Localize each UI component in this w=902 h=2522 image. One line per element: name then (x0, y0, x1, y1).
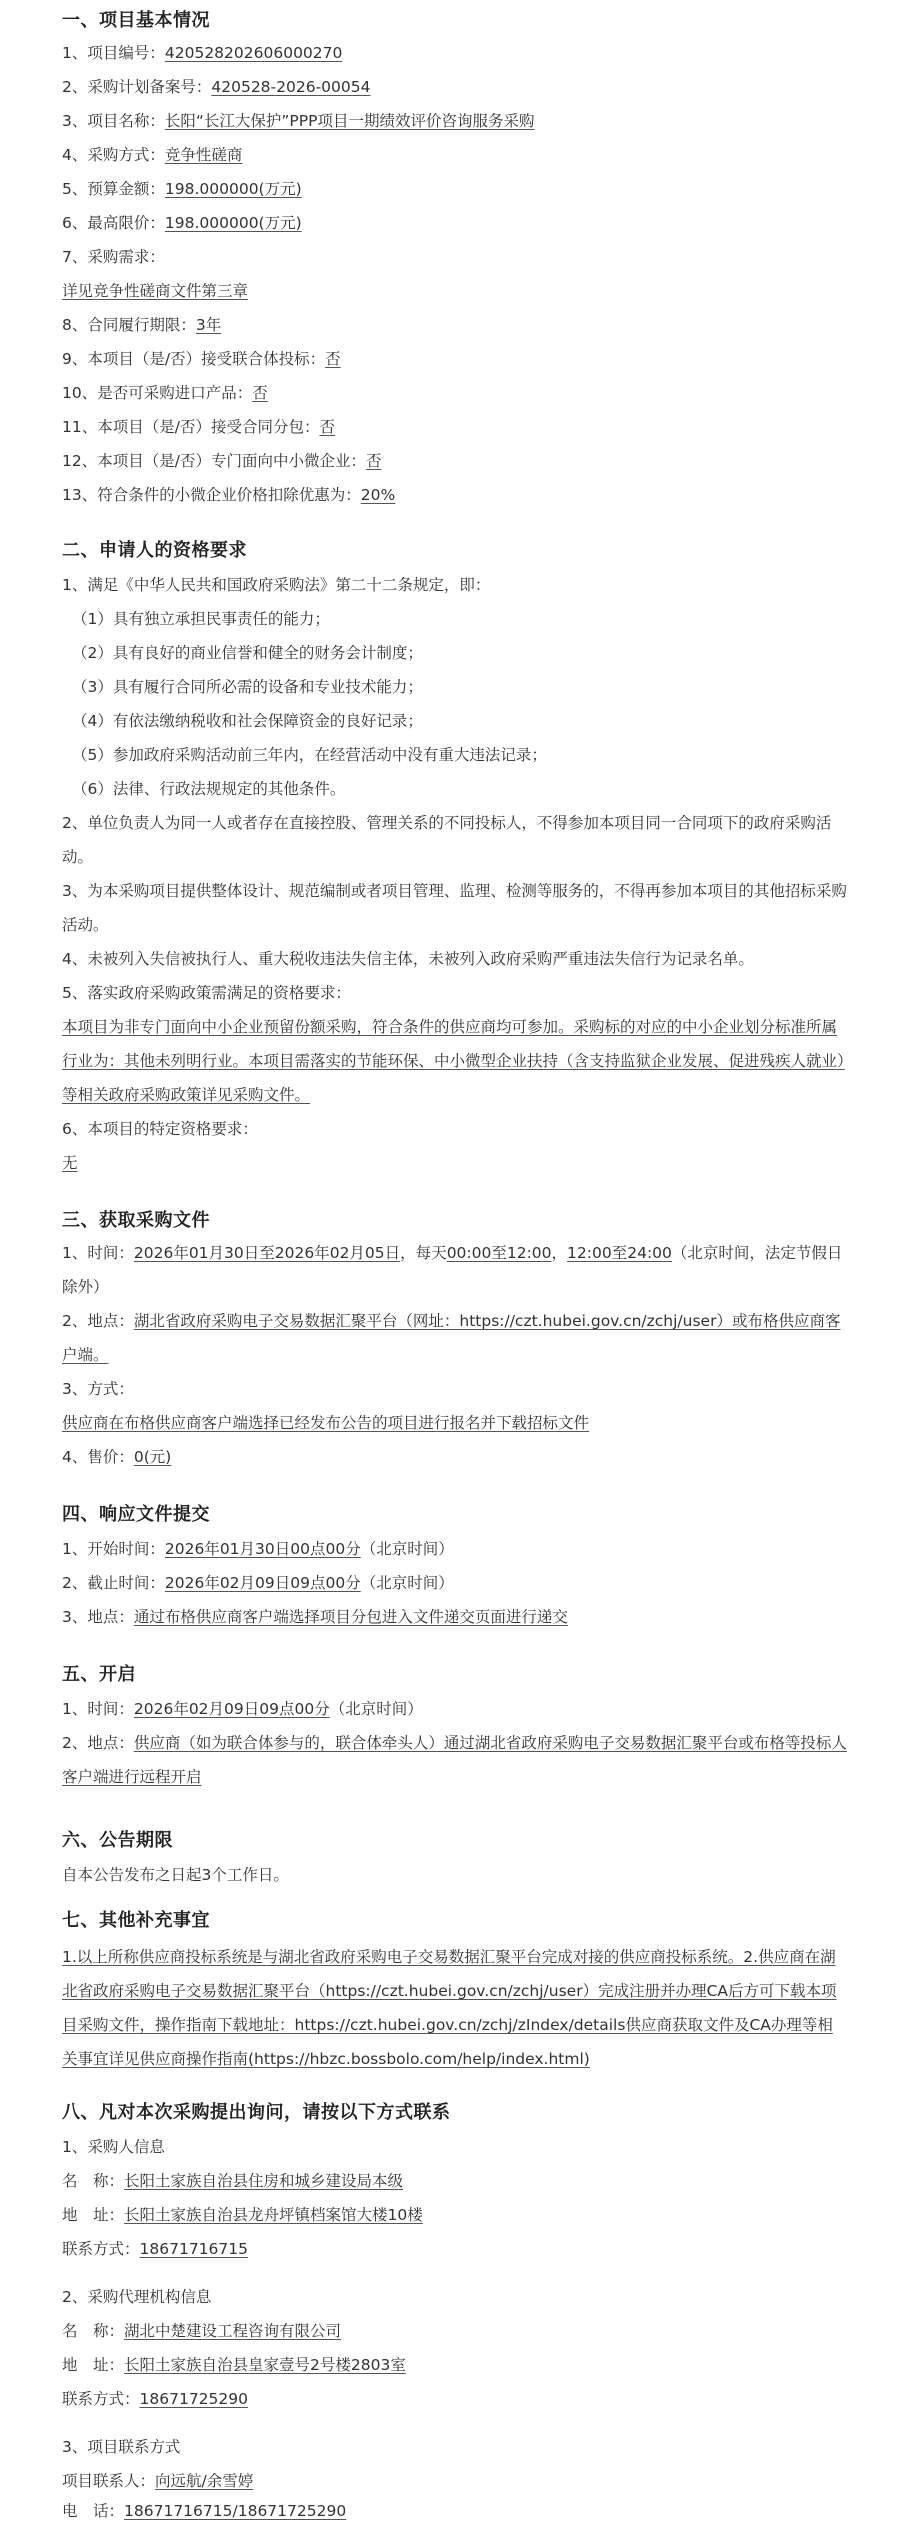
item-value: 竞争性磋商 (164, 146, 243, 164)
item-discount (62, 484, 395, 506)
item-value: 否 (365, 452, 382, 470)
req-6-detail-text: 无 (62, 1154, 78, 1172)
item-value: 198.000000(万元) (164, 180, 302, 198)
file-method (62, 1412, 589, 1434)
item-plan-number (62, 76, 371, 98)
file-time-am: 00:00至12:00 (446, 1244, 552, 1262)
req-1-sub-1: （1）具有独立承担民事责任的能力； (72, 610, 330, 628)
item-label: 1、项目编号： (62, 44, 165, 62)
file-price-label: 4、售价： (62, 1448, 134, 1466)
file-method-label: 3、方式： (62, 1380, 134, 1398)
file-place-label: 2、地点： (62, 1312, 134, 1330)
req-1-sub-5: （5）参加政府采购活动前三年内，在经营活动中没有重大违法记录； (72, 746, 547, 764)
item-contract-period (62, 314, 221, 336)
file-time-note: （北京时间，法定节假日除外） (62, 1244, 843, 1296)
item-requirement-detail (62, 280, 248, 302)
section-7-title: 七、其他补充事宜 (62, 1910, 210, 1931)
item-consortium (62, 348, 341, 370)
section-5-title: 五、开启 (62, 1664, 136, 1685)
item-value: 420528202606000270 (164, 44, 343, 62)
project-contact-phone-value: 18671716715/18671725290 (124, 2502, 347, 2520)
req-6-detail (62, 1152, 78, 1174)
file-time-range: 2026年01月30日至2026年02月05日 (133, 1244, 401, 1262)
req-6: 6、本项目的特定资格要求： (62, 1120, 258, 1138)
purchaser-contact (62, 2238, 248, 2260)
item-value: 否 (319, 418, 335, 436)
section-8-title: 八、凡对本次采购提出询问，请按以下方式联系 (62, 2102, 451, 2123)
open-time-value: 2026年02月09日09点00分 (133, 1700, 330, 1718)
file-time-pm: 12:00至24:00 (567, 1244, 672, 1262)
purchaser-address (62, 2204, 423, 2226)
purchaser-name (62, 2170, 403, 2192)
file-place-value: 湖北省政府采购电子交易数据汇聚平台（网址：https://czt.hubei.gov.cn/zchj/user）或布格供应商客户端。 (62, 1312, 841, 1364)
section-4-title: 四、响应文件提交 (62, 1504, 210, 1525)
agency-address-label: 地 址： (62, 2356, 125, 2374)
agency-heading: 2、采购代理机构信息 (62, 2288, 212, 2306)
supplement-text (62, 1940, 848, 2076)
item-value: 3年 (195, 316, 222, 334)
purchaser-name-label: 名 称： (62, 2172, 125, 2190)
file-time-comma: ， (551, 1244, 568, 1262)
item-label: 2、采购计划备案号： (62, 78, 212, 96)
file-time-sep: ，每天 (400, 1244, 447, 1262)
purchaser-heading: 1、采购人信息 (62, 2138, 165, 2156)
open-time (62, 1698, 423, 1720)
agency-address (62, 2354, 406, 2376)
purchaser-contact-value: 18671716715 (139, 2240, 248, 2258)
item-label: 6、最高限价： (62, 214, 165, 232)
agency-name-label: 名 称： (62, 2322, 125, 2340)
purchaser-address-label: 地 址： (62, 2206, 125, 2224)
req-5: 5、落实政府采购政策需满足的资格要求： (62, 984, 351, 1002)
item-sme-only (62, 450, 381, 472)
item-import (62, 382, 268, 404)
item-value: 20% (360, 486, 396, 504)
item-label: 3、项目名称： (62, 112, 165, 130)
req-1-sub-6: （6）法律、行政法规规定的其他条件。 (72, 780, 346, 798)
purchaser-contact-label: 联系方式： (62, 2240, 140, 2258)
item-value: 否 (325, 350, 341, 368)
submit-place-value: 通过布格供应商客户端选择项目分包进入文件递交页面进行递交 (133, 1608, 568, 1626)
req-2: 2、单位负责人为同一人或者存在直接控股、管理关系的不同投标人，不得参加本项目同一合同项下的政府采购活动。 (62, 814, 832, 866)
project-contact-person-label: 项目联系人： (62, 2472, 156, 2490)
item-procurement-method (62, 144, 242, 166)
req-3: 3、为本采购项目提供整体设计、规范编制或者项目管理、监理、检测等服务的，不得再参加本项目的其他招标采购活动。 (62, 882, 847, 934)
purchaser-address-value: 长阳土家族自治县龙舟坪镇档案馆大楼10楼 (124, 2206, 423, 2224)
item-value: 长阳“长江大保护”PPP项目一期绩效评价咨询服务采购 (164, 112, 535, 130)
item-label: 11、本项目（是/否）接受合同分包： (62, 418, 320, 436)
project-contact-heading: 3、项目联系方式 (62, 2438, 181, 2456)
submit-end-label: 2、截止时间： (62, 1574, 165, 1592)
agency-address-value: 长阳土家族自治县皇家壹号2号楼2803室 (124, 2356, 406, 2374)
item-project-number (62, 42, 342, 64)
file-price (62, 1446, 171, 1468)
req-5-detail (62, 1010, 848, 1112)
section-3-title: 三、获取采购文件 (62, 1210, 210, 1231)
item-label: 9、本项目（是/否）接受联合体投标： (62, 350, 326, 368)
submit-place-label: 3、地点： (62, 1608, 134, 1626)
submit-start-label: 1、开始时间： (62, 1540, 165, 1558)
file-time-label: 1、时间： (62, 1244, 134, 1262)
item-label: 4、采购方式： (62, 146, 165, 164)
section-1-title: 一、项目基本情况 (62, 10, 210, 31)
item-label: 12、本项目（是/否）专门面向中小微企业： (62, 452, 366, 470)
project-contact-phone (62, 2500, 346, 2522)
open-place (62, 1726, 848, 1794)
submit-end-note: （北京时间） (360, 1574, 454, 1592)
item-value: 否 (252, 384, 268, 402)
item-subcontract (62, 416, 335, 438)
item-value: 420528-2026-00054 (211, 78, 371, 96)
item-value: 198.000000(万元) (164, 214, 302, 232)
req-4: 4、未被列入失信被执行人、重大税收违法失信主体，未被列入政府采购严重违法失信行为记录名单。 (62, 950, 754, 968)
submit-place (62, 1606, 568, 1628)
project-contact-phone-label: 电 话： (62, 2502, 125, 2520)
submit-start-value: 2026年01月30日00点00分 (164, 1540, 361, 1558)
purchaser-name-value: 长阳土家族自治县住房和城乡建设局本级 (124, 2172, 404, 2190)
item-label: 10、是否可采购进口产品： (62, 384, 253, 402)
open-place-label: 2、地点： (62, 1734, 134, 1752)
project-contact-person-value: 向远航/余雪婷 (155, 2472, 254, 2490)
req-1-sub-3: （3）具有履行合同所必需的设备和专业技术能力； (72, 678, 423, 696)
req-1-sub-4: （4）有依法缴纳税收和社会保障资金的良好记录； (72, 712, 423, 730)
agency-name (62, 2320, 341, 2342)
submit-end-value: 2026年02月09日09点00分 (164, 1574, 361, 1592)
section-6-title: 六、公告期限 (62, 1830, 173, 1851)
item-label: 13、符合条件的小微企业价格扣除优惠为： (62, 486, 361, 504)
file-time (62, 1236, 848, 1304)
supplement-text-value: 1.以上所称供应商投标系统是与湖北省政府采购电子交易数据汇聚平台完成对接的供应商投标系统。2.供应商在湖北省政府采购电子交易数据汇聚平台（https://czt.hubei.gov.cn/zchj/user）完成注册并办理CA后方可下载本项目采购文件，操作指南下载地址：https://czt.hubei.gov.cn/zchj/zIndex/details供应商获取文件及CA办理等相关事宜详见供应商操作指南(https://hbzc.bossbolo.com/help/index.html) (62, 1948, 837, 2068)
agency-contact-value: 18671725290 (139, 2390, 248, 2408)
section-2-title: 二、申请人的资格要求 (62, 540, 247, 561)
item-label: 8、合同履行期限： (62, 316, 196, 334)
open-time-note: （北京时间） (329, 1700, 423, 1718)
submit-end (62, 1572, 454, 1594)
item-max-price (62, 212, 302, 234)
item-requirement (62, 246, 165, 268)
notice-period: 自本公告发布之日起3个工作日。 (62, 1866, 289, 1884)
file-price-value: 0(元) (133, 1448, 172, 1466)
item-budget (62, 178, 302, 200)
file-place (62, 1304, 848, 1372)
agency-contact-label: 联系方式： (62, 2390, 140, 2408)
agency-name-value: 湖北中楚建设工程咨询有限公司 (124, 2322, 342, 2340)
open-time-label: 1、时间： (62, 1700, 134, 1718)
req-1-sub-2: （2）具有良好的商业信誉和健全的财务会计制度； (72, 644, 423, 662)
submit-start-note: （北京时间） (360, 1540, 454, 1558)
project-contact-person (62, 2470, 253, 2492)
req-5-detail-text: 本项目为非专门面向中小企业预留份额采购，符合条件的供应商均可参加。采购标的对应的中小企业划分标准所属行业为：其他未列明行业。本项目需落实的节能环保、中小微型企业扶持（含支持监狱企业发展、促进残疾人就业）等相关政府采购政策详见采购文件。 (62, 1018, 845, 1104)
item-label: 5、预算金额： (62, 180, 165, 198)
item-project-name (62, 110, 534, 132)
submit-start (62, 1538, 454, 1560)
agency-contact (62, 2388, 248, 2410)
item-value: 详见竞争性磋商文件第三章 (62, 282, 249, 300)
file-method-value: 供应商在布格供应商客户端选择已经发布公告的项目进行报名并下载招标文件 (62, 1414, 590, 1432)
item-label: 7、采购需求： (62, 248, 165, 266)
req-1: 1、满足《中华人民共和国政府采购法》第二十二条规定，即： (62, 576, 491, 594)
open-place-value: 供应商（如为联合体参与的，联合体牵头人）通过湖北省政府采购电子交易数据汇聚平台或布格等投标人客户端进行远程开启 (62, 1734, 847, 1786)
